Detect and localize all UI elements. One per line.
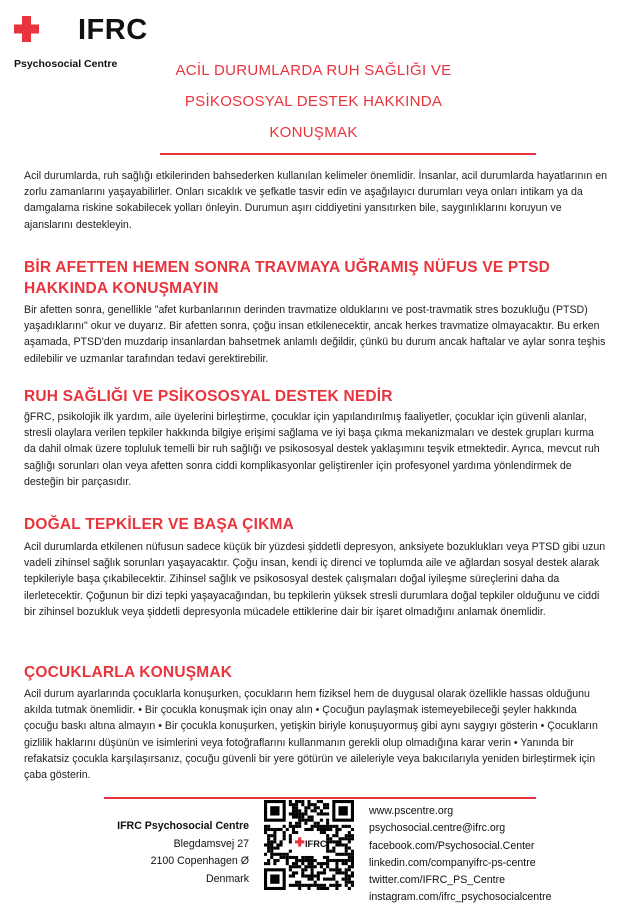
section-1-body: Bir afetten sonra, genellikle "afet kurbanlarının derinden travmatize olduklarını ve post-travmatik stres bozukluğu (PTSD) yaşadıklarını" okur ve duyarız. Bir afetten sonra, çoğu insan etkilenecektir, ancak herkes travmatize olmayacaktır. Bu erken aşamada, PTSD'den muzdarip insanlardan bahsetmek anlamlı değildir, çünkü bu durum ancak haftalar ve aylar sonra teşhis edilebilir ve uzmanlar tarafından tedavi gerektirebilir. xyxy=(24,304,606,365)
section-2-body: ğFRC, psikolojik ilk yardım, aile üyelerini birleştirme, çocuklar için yapılandırılmış faaliyetler, çocuklar için güvenli alanlar, stresli olaylara verilen tepkiler hakkında bilgiye erişimi sağlama ve iyi başa çıkma mekanizmaları ve destek grupları kurma da dahil olmak üzere topluluk temelli bir ruh sağlığı ve psikososyal destek yaklaşımını teşvik etmektedir. Ayrıca, mevcut ruh sağlığı sorunları olan veya afetten sonra ciddi komplikasyonlar geliştirenler için profesyonel yardıma yönlendirmek de desteğin bir parçasıdır. xyxy=(24,411,600,488)
footer-links xyxy=(369,803,552,907)
address-city: 2100 Copenhagen Ø xyxy=(150,855,249,867)
link-linkedin[interactable]: linkedin.com/companyifrc-ps-centre xyxy=(369,856,536,869)
title-line-3: KONUŞMAK xyxy=(269,124,358,141)
link-facebook[interactable]: facebook.com/Psychosocial.Center xyxy=(369,839,535,852)
title-divider xyxy=(160,153,536,155)
section-3-body: Acil durumlarda etkilenen nüfusun sadece küçük bir yüzdesi şiddetli depresyon, anksiyete bozuklukları veya PTSD gibi uzun vadeli zihinsel sağlık sorunları yaşayacaktır. Çoğu insan, kendi iç direnci ve toplumda aile ve ağlardan sosyal destek alarak tepkileriyle başa çıkabilecektir. Zihinsel sağlık ve psikososyal destek çalışmaları doğal iyileşme süreçlerini daha da ilerletecektir. Çoğunun bir dizi tepki yaşayacağından, bu tepkilerin yüksek stresli durumlara doğal tepkiler olduğunu ve ciddi bir zihinsel bozukluk veya şiddetli depresyonla mücadele ettiklerine dair bir işaret olmadığını anlamak önemlidir. xyxy=(24,541,606,618)
footer-divider xyxy=(104,797,536,799)
red-cross-crescent-icon xyxy=(14,16,74,42)
qr-center-label: IFRC xyxy=(304,838,327,849)
section-4-body: Acil durum ayarlarında çocuklarla konuşurken, çocukların hem fiziksel hem de duygusal olarak özellikle hassas olduğunu akılda tutmak önemlidir. • Bir çocukla konuşmak için onay alın • Çocuğun paylaşmak istemeyebileceği şeyler hakkında çocuğu baskı altına almayın • Bir çocukla konuşurken, yetişkin biriyle konuşuyormuş gibi aynı saygıyı gösterin • Çocukların gizlilik haklarını düşünün ve isimlerini veya fotoğraflarını kullanmanın gerekli olup olmadığına karar verin • Yanında bir refakatsiz çocukla karşılaşırsanız, çocuğu güvenli bir yere götürün ve aileleriyle veya bakıcılarıyla yeniden birleştirmek için çaba gösterin. xyxy=(24,688,598,782)
footer-address xyxy=(117,818,249,888)
qr-code-icon[interactable] xyxy=(264,800,354,890)
link-instagram[interactable]: instagram.com/ifrc_psychosocialcentre xyxy=(369,891,552,904)
address-org: IFRC Psychosocial Centre xyxy=(117,820,249,832)
address-country: Denmark xyxy=(206,872,249,885)
address-street: Blegdamsvej 27 xyxy=(173,837,249,850)
logo-subtitle: Psychosocial Centre xyxy=(14,58,118,70)
section-2-heading: RUH SAĞLIĞI VE PSİKOSOSYAL DESTEK NEDİR xyxy=(24,388,393,405)
title-line-1: ACİL DURUMLARDA RUH SAĞLIĞI VE xyxy=(175,62,452,79)
link-website[interactable]: www.pscentre.org xyxy=(369,805,454,817)
logo-wordmark: IFRC xyxy=(78,14,148,46)
link-email[interactable]: psychosocial.centre@ifrc.org xyxy=(369,822,506,835)
intro-paragraph: Acil durumlarda, ruh sağlığı etkilerinden bahsederken kullanılan kelimeler önemlidir. İnsanlar, acil durumlarda hayatlarının en zorlu zamanlarını yaşayabilirler. Onları sıcaklık ve şefkatle tasvir edin ve aşağılayıcı durumları veya onları intikam ya da damgalama riskine sokabilecek yolları önleyin. Durumun aşırı ciddiyetini yansıtırken bile, saygınlıklarını koruyun ve ajanslarını destekleyin. xyxy=(24,170,607,231)
title-line-2: PSİKOSOSYAL DESTEK HAKKINDA xyxy=(184,93,443,110)
section-1-heading: BİR AFETTEN HEMEN SONRA TRAVMAYA UĞRAMIŞ NÜFUS VE PTSD HAKKINDA KONUŞMAYIN xyxy=(24,259,551,297)
link-twitter[interactable]: twitter.com/IFRC_PS_Centre xyxy=(369,874,505,887)
section-4-heading: ÇOCUKLARLA KONUŞMAK xyxy=(24,664,233,681)
section-3-heading: DOĞAL TEPKİLER VE BAŞA ÇIKMA xyxy=(24,516,294,533)
